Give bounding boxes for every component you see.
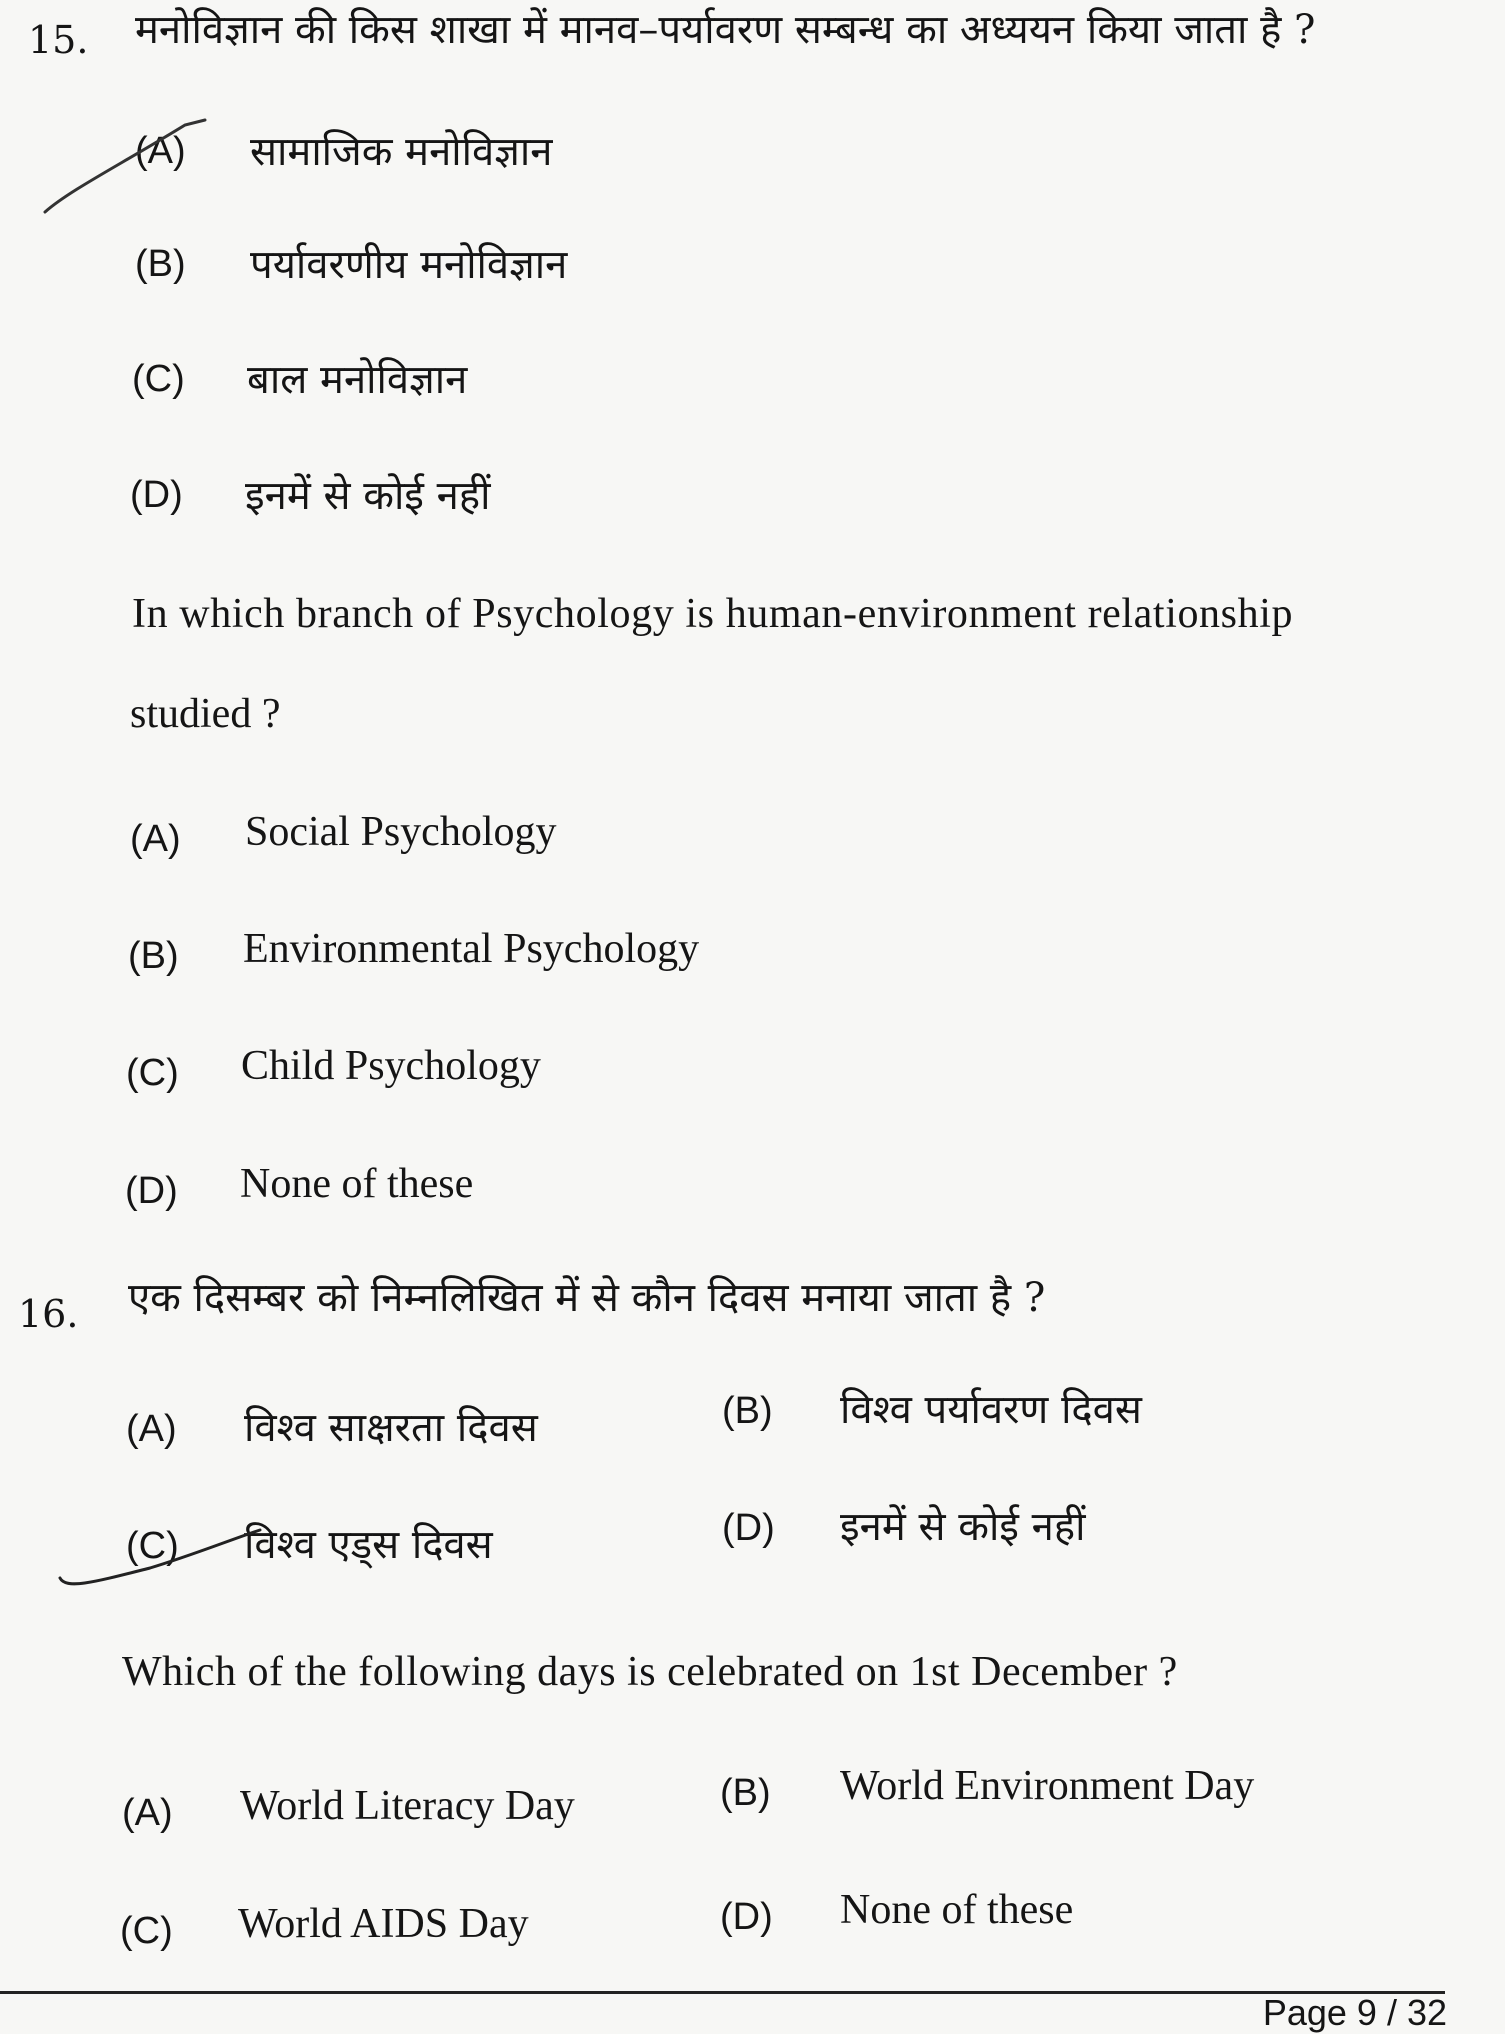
option-label: (C) (126, 1052, 179, 1094)
question-text-english: Which of the following days is celebrated on 1st December ? (122, 1649, 1178, 1695)
option-label: (A) (122, 1792, 173, 1834)
option-label: (B) (720, 1772, 771, 1814)
option-text: इनमें से कोई नहीं (245, 473, 491, 519)
question-number: 15. (28, 18, 89, 62)
option-text: सामाजिक मनोविज्ञान (250, 129, 553, 175)
option-text: Child Psychology (241, 1043, 541, 1089)
option-label: (D) (722, 1507, 775, 1549)
option-label: (D) (720, 1896, 773, 1938)
option-text: विश्व पर्यावरण दिवस (840, 1387, 1142, 1433)
option-label: (C) (120, 1910, 173, 1952)
option-text: World Environment Day (840, 1763, 1255, 1809)
option-label: (B) (128, 935, 179, 977)
option-text: विश्व साक्षरता दिवस (244, 1405, 538, 1451)
option-text: World Literacy Day (240, 1783, 575, 1829)
option-label: (C) (132, 358, 185, 400)
option-text: Social Psychology (245, 809, 557, 855)
option-label: (A) (126, 1408, 177, 1450)
option-text: बाल मनोविज्ञान (247, 357, 468, 403)
option-text: World AIDS Day (238, 1901, 529, 1947)
option-text: पर्यावरणीय मनोविज्ञान (250, 242, 568, 288)
footer-rule (0, 1991, 1445, 1994)
option-label: (A) (130, 818, 181, 860)
question-text-hindi: मनोविज्ञान की किस शाखा में मानव–पर्यावरण सम्बन्ध का अध्ययन किया जाता है ? (135, 7, 1316, 53)
question-text-hindi: एक दिसम्बर को निम्नलिखित में से कौन दिवस मनाया जाता है ? (128, 1275, 1046, 1321)
option-label: (D) (130, 474, 183, 516)
option-label: (B) (722, 1390, 773, 1432)
option-text: None of these (840, 1887, 1074, 1933)
option-text: इनमें से कोई नहीं (840, 1504, 1086, 1550)
option-text: Environmental Psychology (243, 926, 700, 972)
question-text-english-line1: In which branch of Psychology is human-environment relationship (132, 591, 1294, 637)
option-label: (B) (135, 243, 186, 285)
question-number: 16. (18, 1292, 79, 1336)
option-label: (A) (135, 130, 186, 172)
question-text-english-line2: studied ? (130, 691, 281, 737)
option-label: (D) (125, 1170, 178, 1212)
option-text: विश्व एड्स दिवस (244, 1522, 493, 1568)
page-number: Page 9 / 32 (1262, 1992, 1447, 2033)
option-label: (C) (126, 1525, 179, 1567)
option-text: None of these (240, 1161, 474, 1207)
